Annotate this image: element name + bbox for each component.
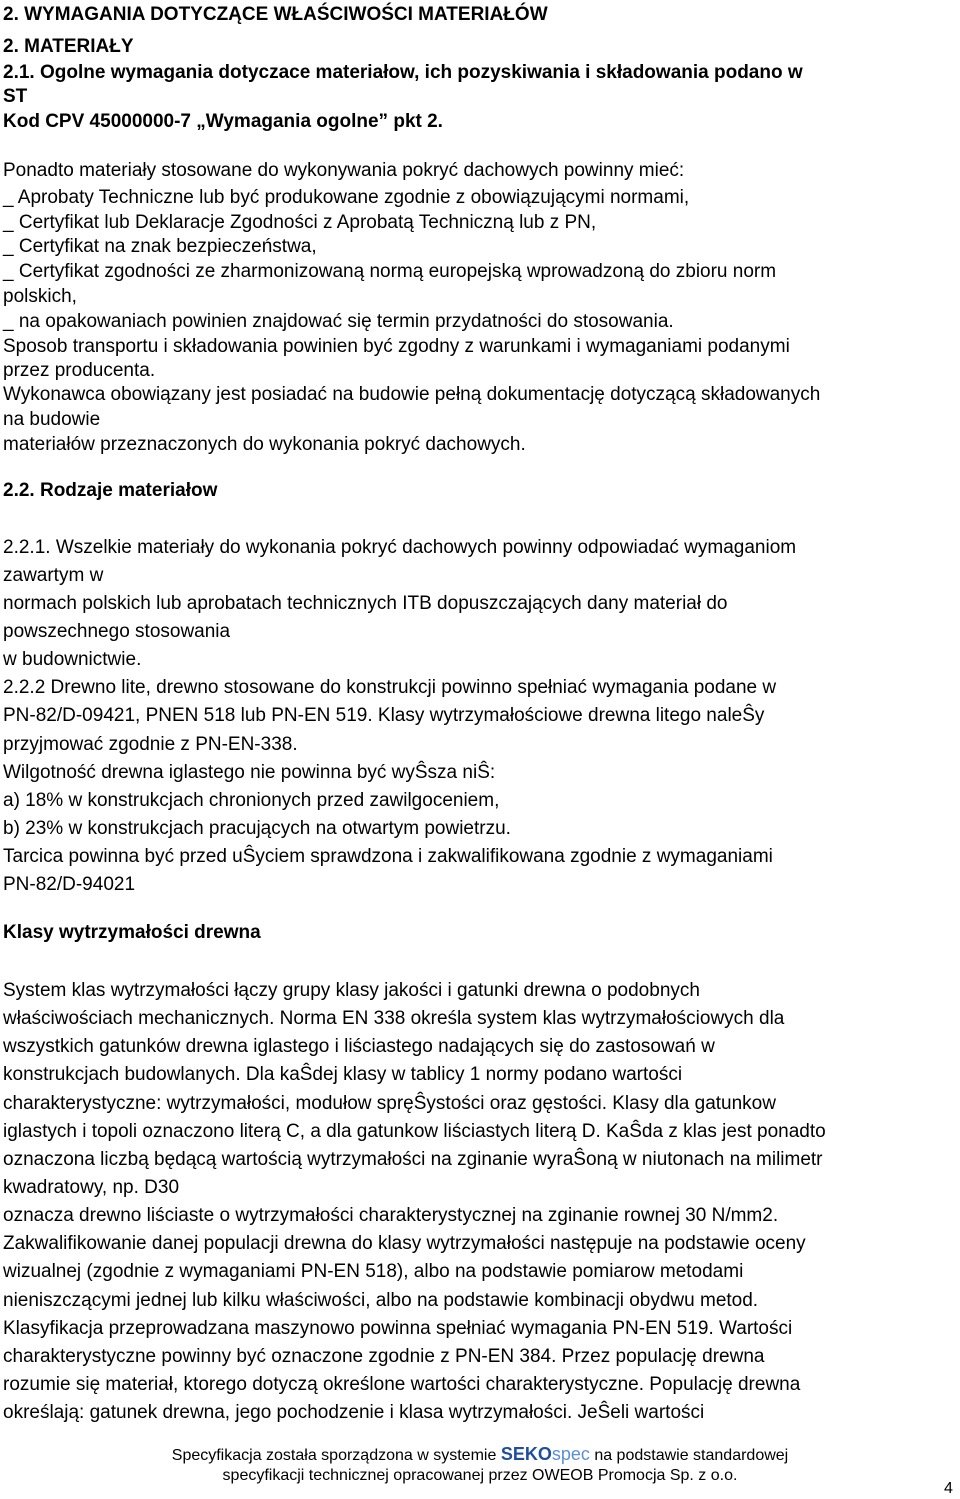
paragraph-line: normach polskich lub aprobatach technicznych ITB dopuszczających dany materiał do [3,593,728,614]
paragraph-line: 2.2.2 Drewno lite, drewno stosowane do konstrukcji powinno spełniać wymagania podane w [3,677,777,698]
paragraph-line: wizualnej (zgodnie z wymaganiami PN-EN 518), albo na podstawie pomiarow metodami [3,1261,744,1282]
cpv-code-line: Kod CPV 45000000-7 „Wymagania ogolne” pkt 2. [3,111,443,132]
paragraph-line: Klasyfikacja przeprowadzana maszynowo powinna spełniać wymagania PN-EN 519. Wartości [3,1318,793,1339]
list-item: _ Aprobaty Techniczne lub być produkowane zgodnie z obowiązującymi normami, [3,187,690,208]
paragraph-line: zawartym w [3,565,104,586]
paragraph-line: Wilgotność drewna iglastego nie powinna być wyŜsza niŜ: [3,762,496,783]
paragraph-line: przez producenta. [3,360,156,381]
paragraph-line: PN-82/D-94021 [3,874,136,895]
paragraph-line: w budownictwie. [3,649,142,670]
paragraph-line: powszechnego stosowania [3,621,231,642]
paragraph-line: charakterystyczne: wytrzymałości, modułow spręŜystości oraz gęstości. Klasy dla gatunkow [3,1093,776,1114]
list-item: _ Certyfikat lub Deklaracje Zgodności z Aprobatą Techniczną lub z PN, [3,212,597,233]
paragraph-line: właściwościach mechanicznych. Norma EN 338 określa system klas wytrzymałościowych dla [3,1008,785,1029]
paragraph-line: określają: gatunek drewna, jego pochodzenie i klasa wytrzymałości. JeŜeli wartości [3,1402,705,1423]
page-number: 4 [944,1480,953,1497]
page-footer [0,1445,960,1465]
list-item: _ na opakowaniach powinien znajdować się termin przydatności do stosowania. [3,311,674,332]
paragraph-line: Ponadto materiały stosowane do wykonywania pokryć dachowych powinny mieć: [3,160,685,181]
section-heading: 2. MATERIAŁY [3,36,134,57]
section-heading-materials: 2.2. Rodzaje materiałow [3,480,218,501]
paragraph-line: konstrukcjach budowlanych. Dla kaŜdej klasy w tablicy 1 normy podano wartości [3,1064,683,1085]
paragraph-line: 2.2.1. Wszelkie materiały do wykonania pokryć dachowych powinny odpowiadać wymaganiom [3,537,797,558]
list-item: a) 18% w konstrukcjach chronionych przed zawilgoceniem, [3,790,500,811]
footer-line-2: specyfikacji technicznej opracowanej przez OWEOB Promocja Sp. z o.o. [222,1467,738,1484]
paragraph-line: oznaczona liczbą będącą wartością wytrzymałości na zginanie wyraŜoną w niutonach na milimetr [3,1149,823,1170]
subsection-heading: 2.1. Ogolne wymagania dotyczace materiałow, ich pozyskiwania i składowania podano w [3,62,803,83]
footer-text-before: Specyfikacja została sporządzona w systemie [171,1447,497,1464]
sekospec-logo [500,1444,590,1464]
logo-part-seko: SEKO [500,1444,552,1464]
paragraph-line: na budowie [3,409,101,430]
paragraph-line: oznacza drewno liściaste o wytrzymałości charakterystycznej na zginanie rownej 30 N/mm2. [3,1205,779,1226]
paragraph-line: Sposob transportu i składowania powinien być zgodny z warunkami i wymaganiami podanymi [3,336,790,357]
paragraph-line: Zakwalifikowanie danej populacji drewna do klasy wytrzymałości następuje na podstawie oceny [3,1233,806,1254]
paragraph-line: iglastych i topoli oznaczono literą C, a dla gatunkow liściastych literą D. KaŜda z klas jest ponadto [3,1121,826,1142]
paragraph-line: Tarcica powinna być przed uŜyciem sprawdzona i zakwalifikowana zgodnie z wymaganiami [3,846,773,867]
paragraph-line: rozumie się materiał, ktorego dotyczą określone wartości charakterystyczne. Populację drewna [3,1374,801,1395]
paragraph-line: przyjmować zgodnie z PN-EN-338. [3,734,298,755]
paragraph-line: System klas wytrzymałości łączy grupy klasy jakości i gatunki drewna o podobnych [3,980,700,1001]
paragraph-line: wszystkich gatunków drewna iglastego i liściastego nadających się do zastosowań w [3,1036,715,1057]
paragraph-line: materiałów przeznaczonych do wykonania pokryć dachowych. [3,434,526,455]
list-item: b) 23% w konstrukcjach pracujących na otwartym powietrzu. [3,818,511,839]
list-item-cont: polskich, [3,286,77,307]
subsection-heading-cont: ST [3,86,28,107]
paragraph-line: PN-82/D-09421, PNEN 518 lub PN-EN 519. Klasy wytrzymałościowe drewna litego naleŜy [3,705,765,726]
section-heading-wood-classes: Klasy wytrzymałości drewna [3,922,261,943]
logo-part-spec: spec [551,1444,590,1464]
footer-text-after: na podstawie standardowej [594,1447,789,1464]
paragraph-line: charakterystyczne powinny być oznaczone zgodnie z PN-EN 384. Przez populację drewna [3,1346,765,1367]
list-item: _ Certyfikat zgodności ze zharmonizowaną normą europejską wprowadzoną do zbioru norm [3,261,777,282]
chapter-heading: 2. WYMAGANIA DOTYCZĄCE WŁAŚCIWOŚCI MATERIAŁÓW [3,4,548,25]
paragraph-line: kwadratowy, np. D30 [3,1177,180,1198]
list-item: _ Certyfikat na znak bezpieczeństwa, [3,236,317,257]
paragraph-line: Wykonawca obowiązany jest posiadać na budowie pełną dokumentację dotyczącą składowanych [3,384,821,405]
paragraph-line: nieniszczącymi jednej lub kilku właściwości, albo na podstawie kombinacji obydwu metod. [3,1290,759,1311]
